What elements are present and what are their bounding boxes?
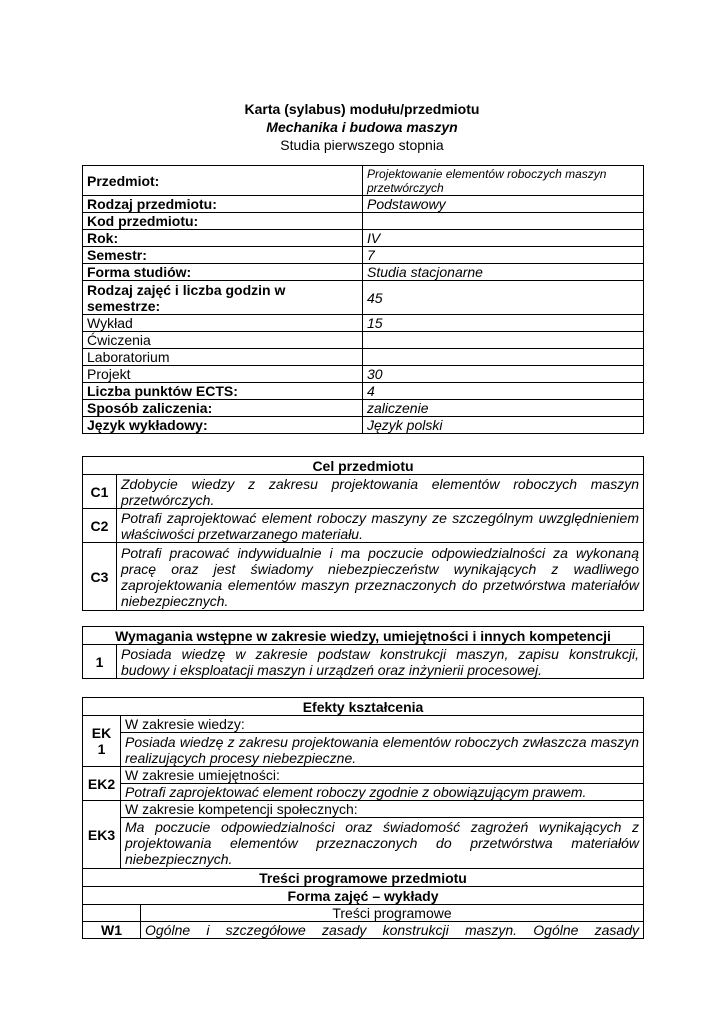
prerequisite-row <box>83 645 644 679</box>
info-row <box>83 247 644 264</box>
info-row <box>83 383 644 400</box>
program-content-table <box>82 868 644 939</box>
section-title: Efekty kształcenia <box>83 698 644 716</box>
info-label: Rodzaj zajęć i liczba godzin w semestrze: <box>83 281 363 315</box>
document-header <box>82 100 642 154</box>
info-value <box>363 332 644 349</box>
info-row <box>83 166 644 196</box>
info-value: Projektowanie elementów roboczych maszyn przetwórczych <box>363 166 644 196</box>
info-value <box>363 349 644 366</box>
info-label: Wykład <box>83 315 363 332</box>
info-value: 7 <box>363 247 644 264</box>
outcome-scope: W zakresie kompetencji społecznych: <box>121 801 644 818</box>
info-label: Język wykładowy: <box>83 417 363 434</box>
course-goals-table <box>82 456 644 611</box>
learning-outcomes-table <box>82 697 644 869</box>
goal-row <box>83 509 644 543</box>
info-row <box>83 213 644 230</box>
goal-text: Potrafi zaprojektować element roboczy maszyny ze szczególnym uwzględnieniem właściwości przetwarzanego materiału. <box>117 509 644 543</box>
info-value: Studia stacjonarne <box>363 264 644 281</box>
info-value: Język polski <box>363 417 644 434</box>
info-value: 15 <box>363 315 644 332</box>
info-row <box>83 349 644 366</box>
outcome-code: EK3 <box>83 801 121 869</box>
section-title: Treści programowe przedmiotu <box>83 869 644 887</box>
outcome-scope: W zakresie wiedzy: <box>121 716 644 733</box>
info-row <box>83 417 644 434</box>
goal-code: C3 <box>83 543 117 611</box>
goal-code: C1 <box>83 475 117 509</box>
prerequisites-table <box>82 626 644 679</box>
header-study-level: Studia pierwszego stopnia <box>280 137 444 153</box>
info-value: Podstawowy <box>363 196 644 213</box>
info-row <box>83 315 644 332</box>
info-label: Projekt <box>83 366 363 383</box>
content-subheader: Treści programowe <box>141 905 644 922</box>
info-value: zaliczenie <box>363 400 644 417</box>
outcome-code: EK 1 <box>83 716 121 767</box>
outcome-scope: W zakresie umiejętności: <box>121 767 644 784</box>
outcome-text: Potrafi zaprojektować element roboczy zgodnie z obowiązującym prawem. <box>121 784 644 801</box>
section-title: Cel przedmiotu <box>83 457 644 475</box>
content-code: W1 <box>83 922 141 939</box>
goal-row <box>83 475 644 509</box>
info-label: Laboratorium <box>83 349 363 366</box>
outcome-text: Posiada wiedzę z zakresu projektowania elementów roboczych zwłaszcza maszyn realizujących procesy niebezpieczne. <box>121 733 644 767</box>
info-label: Rodzaj przedmiotu: <box>83 196 363 213</box>
header-field-of-study: Mechanika i budowa maszyn <box>266 119 458 135</box>
info-label: Rok: <box>83 230 363 247</box>
info-label: Forma studiów: <box>83 264 363 281</box>
info-row <box>83 332 644 349</box>
header-title: Karta (sylabus) modułu/przedmiotu <box>244 101 480 117</box>
info-value: 30 <box>363 366 644 383</box>
info-row <box>83 366 644 383</box>
goal-code: C2 <box>83 509 117 543</box>
info-value: 45 <box>363 281 644 315</box>
course-info-table <box>82 165 644 434</box>
info-row <box>83 264 644 281</box>
content-row <box>83 922 644 939</box>
info-label: Ćwiczenia <box>83 332 363 349</box>
outcome-text: Ma poczucie odpowiedzialności oraz świadomość zagrożeń wynikających z projektowania elementów przeznaczonych do przetwórstwa materiałów niebezpiecznych. <box>121 818 644 869</box>
info-label: Przedmiot: <box>83 166 363 196</box>
info-label: Sposób zaliczenia: <box>83 400 363 417</box>
content-text: Ogólne i szczegółowe zasady konstrukcji maszyn. Ogólne zasady <box>141 922 644 939</box>
info-row <box>83 281 644 315</box>
outcome-code: EK2 <box>83 767 121 801</box>
info-label: Liczba punktów ECTS: <box>83 383 363 400</box>
info-value: IV <box>363 230 644 247</box>
info-row <box>83 400 644 417</box>
info-label: Kod przedmiotu: <box>83 213 363 230</box>
info-value <box>363 213 644 230</box>
prerequisite-text: Posiada wiedzę w zakresie podstaw konstrukcji maszyn, zapisu konstrukcji, budowy i eksploatacji maszyn i urządzeń oraz inżynierii procesowej. <box>117 645 644 679</box>
info-row <box>83 196 644 213</box>
goal-row <box>83 543 644 611</box>
info-label: Semestr: <box>83 247 363 264</box>
empty-cell <box>83 905 141 922</box>
section-title: Wymagania wstępne w zakresie wiedzy, umiejętności i innych kompetencji <box>83 627 644 645</box>
info-value: 4 <box>363 383 644 400</box>
goal-text: Zdobycie wiedzy z zakresu projektowania elementów roboczych maszyn przetwórczych. <box>117 475 644 509</box>
prerequisite-code: 1 <box>83 645 117 679</box>
goal-text: Potrafi pracować indywidualnie i ma poczucie odpowiedzialności za wykonaną pracę oraz jest świadomy niebezpieczeństw wynikających z wadliwego zaprojektowania elementów maszyn przeznaczonych do przetwórstwa materiałów niebezpiecznych. <box>117 543 644 611</box>
info-row <box>83 230 644 247</box>
lecture-form-title: Forma zajęć – wykłady <box>83 887 644 905</box>
